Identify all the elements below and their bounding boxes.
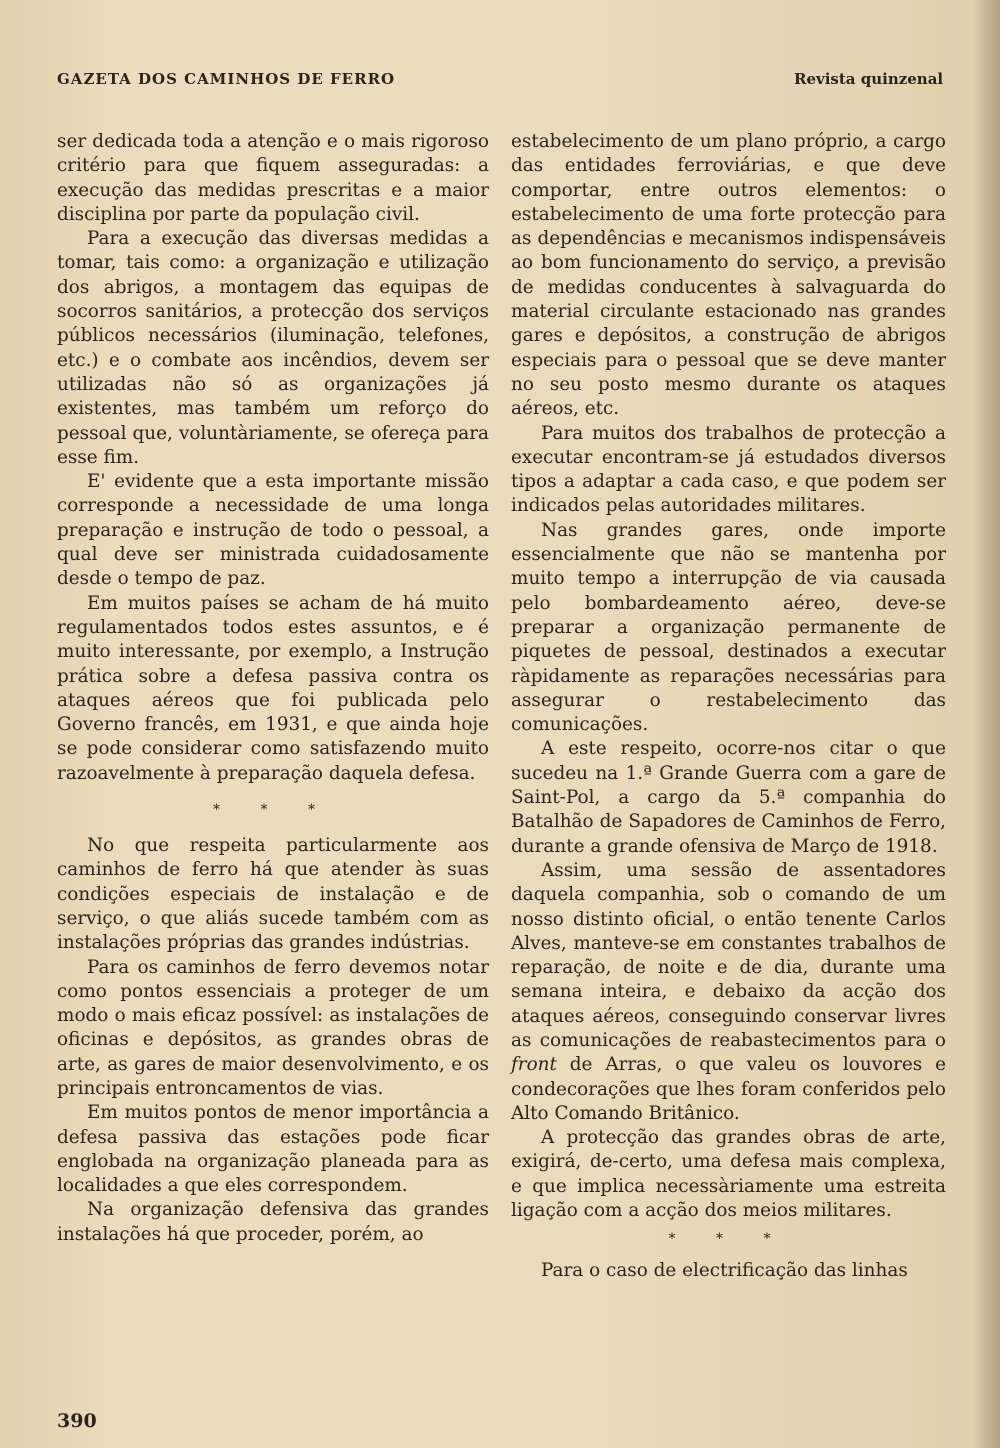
paragraph: Em muitos países se acham de há muito regulamentados todos estes assuntos, e é muito interessante, por exemplo, a Instrução prática sobre a defesa passiva contra os ataques aéreos que foi publicada pelo Governo francês, em 1931, e que ainda hoje se pode considerar como satisfazendo muito razoavelmente à preparação daquela defesa. (57, 592, 489, 784)
paragraph (511, 859, 946, 1126)
section-separator: * * * (213, 802, 333, 819)
paragraph-text: de Arras, o que valeu os louvores e condecorações que lhes foram conferidos pelo Alto Comando Britânico. (511, 1054, 946, 1124)
paragraph: Em muitos pontos de menor importância a defesa passiva das estações pode ficar englobada na organização planeada para as localidades a que eles correspondem. (57, 1102, 489, 1197)
paragraph: A este respeito, ocorre-nos citar o que sucedeu na 1.ª Grande Guerra com a gare de Saint-Pol, a cargo da 5.ª companhia do Batalhão de Sapadores de Caminhos de Ferro, durante a grande ofensiva de Março de 1918. (511, 738, 946, 857)
paragraph: Para os caminhos de ferro devemos notar como pontos essenciais a proteger de um modo o mais eficaz possível: as instalações de oficinas e depósitos, as grandes obras de arte, as gares de maior desenvolvimento, e os principais entroncamentos de vias. (57, 956, 489, 1099)
left-column (57, 130, 489, 1247)
running-header-title: GAZETA DOS CAMINHOS DE FERRO (57, 70, 396, 88)
page-number: 390 (57, 1410, 97, 1432)
section-separator: * * * (668, 1231, 789, 1248)
paragraph: estabelecimento de um plano próprio, a cargo das entidades ferroviárias, e que deve comportar, entre outros elementos: o estabelecimento de uma forte protecção para as dependências e mecanismos indispensáveis ao bom funcionamento do serviço, a previsão de medidas conducentes à salvaguarda do material circulante estacionado nas grandes gares e depósitos, a construção de abrigos especiais para o pessoal que se deve manter no seu posto mesmo durante os ataques aéreos, etc. (511, 131, 946, 420)
paragraph: Para a execução das diversas medidas a tomar, tais como: a organização e utilização dos abrigos, a montagem das equipas de socorros sanitários, a protecção dos serviços públicos necessários (iluminação, telefones, etc.) e o combate aos incêndios, devem ser utilizadas não só as organizações já existentes, mas também um reforço do pessoal que, voluntàriamente, se ofereça para esse fim. (57, 228, 489, 468)
paragraph: Na organização defensiva das grandes instalações há que proceder, porém, ao (57, 1199, 489, 1245)
page-spine-shadow (972, 0, 1000, 1448)
paragraph: Para muitos dos trabalhos de protecção a executar encontram-se já estudados diversos tipos a adaptar a cada caso, e que podem ser indicados pelas autoridades militares. (511, 422, 946, 517)
paragraph: ser dedicada toda a atenção e o mais rigoroso critério para que fiquem asseguradas: a execução das medidas prescritas e a maior disciplina por parte da população civil. (57, 131, 489, 225)
running-header-subtitle: Revista quinzenal (794, 70, 944, 88)
paragraph: E' evidente que a esta importante missão corresponde a necessidade de uma longa preparação e instrução de todo o pessoal, a qual deve ser ministrada cuidadosamente desde o tempo de paz. (57, 471, 489, 590)
paragraph: No que respeita particularmente aos caminhos de ferro há que atender às suas condições especiais de instalação e de serviço, o que aliás sucede também com as instalações próprias das grandes indústrias. (57, 835, 489, 954)
paragraph: Nas grandes gares, onde importe essencialmente que não se mantenha por muito tempo a interrupção de via causada pelo bombardeamento aéreo, deve-se preparar a organização permanente de piquetes de pessoal, destinados a executar ràpidamente as reparações necessárias para assegurar o restabelecimento das comunicações. (511, 519, 946, 736)
right-column (511, 130, 946, 1284)
paragraph: A protecção das grandes obras de arte, exigirá, de-certo, uma defesa mais complexa, e que implica necessàriamente uma estreita ligação com a acção dos meios militares. (511, 1127, 946, 1222)
paragraph-text: Assim, uma sessão de assentadores daquela companhia, sob o comando de um nosso distinto oficial, o então tenente Carlos Alves, manteve-se em constantes trabalhos de reparação, de noite e de dia, durante uma semana inteira, e debaixo da acção dos ataques aéreos, conseguindo conservar livres as comunicações de reabastecimentos para o (511, 859, 946, 1051)
paragraph: Para o caso de electrificação das linhas (541, 1260, 908, 1282)
emphasis-text: front (511, 1054, 557, 1076)
